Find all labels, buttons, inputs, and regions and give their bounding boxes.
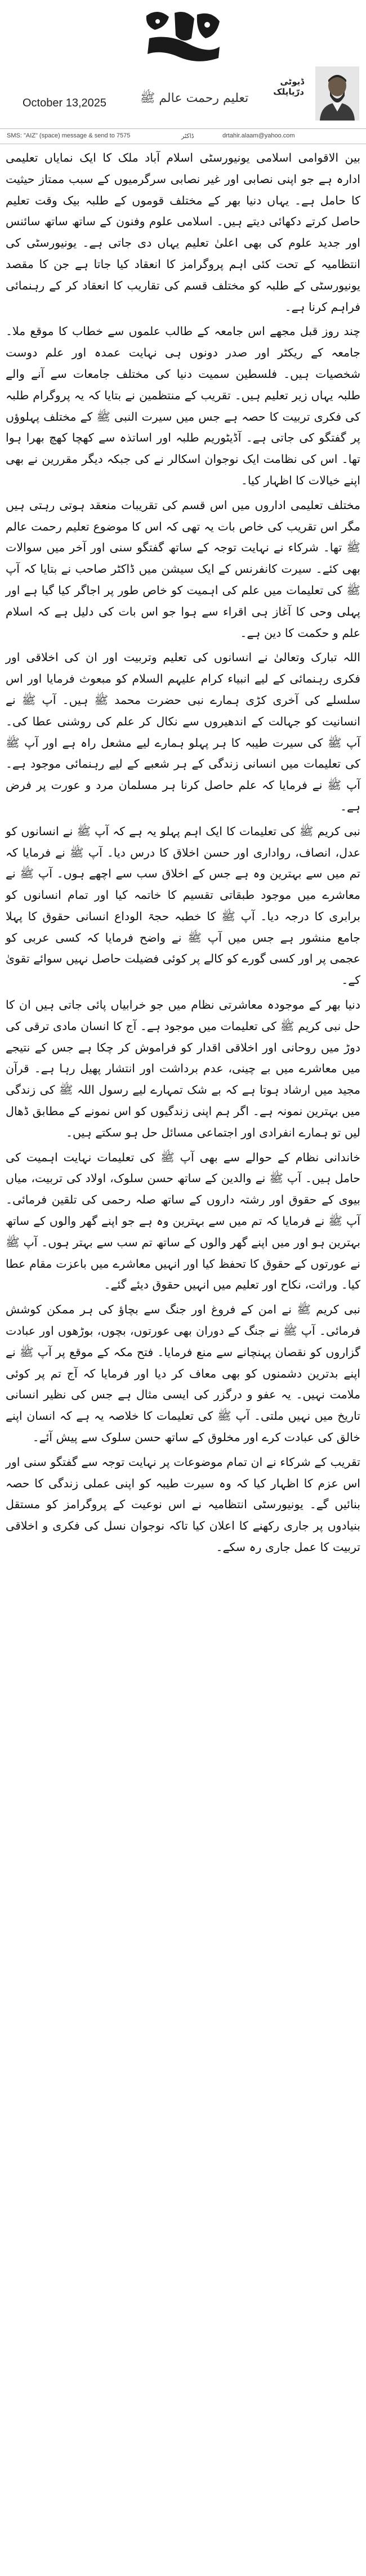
contact-strip bbox=[0, 128, 366, 144]
paragraph: نبی کریم ﷺ کی تعلیمات کا ایک اہم پہلو یہ ہے کہ آپ ﷺ نے انسانوں کو عدل، انصاف، رواداری اور حسن اخلاق کا درس دیا۔ آپ ﷺ نے فرمایا کہ تم میں سے بہترین وہ ہے جس کے اخلاق سب سے اچھے ہوں۔ آپ ﷺ نے معاشرے میں موجود طبقاتی تقسیم کا خاتمہ کیا اور تمام انسانوں کو برابری کا درجہ دیا۔ آپ ﷺ کا خطبہ حجۃ الوداع انسانی حقوق کا پہلا جامع منشور ہے جس میں آپ ﷺ نے واضح فرمایا کہ کسی عربی کو عجمی پر اور کسی گورے کو کالے پر کوئی فضیلت حاصل نہیں سوائے تقویٰ کے۔ bbox=[6, 824, 360, 987]
author-email-link[interactable]: drtahir.alaam@yahoo.com bbox=[222, 132, 295, 139]
brand-line-1: ڈیوٹی bbox=[280, 77, 304, 87]
paragraph: خاندانی نظام کے حوالے سے بھی آپ ﷺ کی تعلیمات نہایت اہمیت کی حامل ہیں۔ آپ ﷺ نے والدین کے ساتھ حسن سلوک، اولاد کی تربیت، میاں بیوی کے حقوق اور رشتہ داروں کے ساتھ صلہ رحمی کی تلقین فرمائی۔ آپ ﷺ نے فرمایا کہ تم میں سے بہترین وہ ہے جو اپنے گھر والوں کے ساتھ بہترین ہو اور میں اپنے گھر والوں کے ساتھ تم سب سے بہتر ہوں۔ آپ ﷺ نے عورتوں کے حقوق کا تحفظ کیا اور انہیں معاشرے میں باعزت مقام عطا کیا۔ وراثت، نکاح اور تعلیم میں انہیں حقوق دیئے گئے۔ bbox=[6, 1150, 360, 1292]
paragraph: نبی کریم ﷺ نے امن کے فروغ اور جنگ سے بچاؤ کی ہر ممکن کوشش فرمائی۔ آپ ﷺ نے جنگ کے دوران بھی عورتوں، بچوں، بوڑھوں اور عبادت گزاروں کو نقصان پہنچانے سے منع فرمایا۔ فتح مکہ کے موقع پر آپ ﷺ نے اپنے بدترین دشمنوں کو بھی معاف کر دیا اور فرمایا کہ آج تم پر کوئی ملامت نہیں۔ یہ عفو و درگزر کی ایسی مثال ہے جس کی نظیر انسانی تاریخ میں نہیں ملتی۔ آپ ﷺ کی تعلیمات کا خلاصہ یہ ہے کہ انسان اپنے خالق کی عبادت کرے اور مخلوق کے ساتھ حسن سلوک سے پیش آئے۔ bbox=[6, 1303, 360, 1445]
newspaper-logo bbox=[135, 5, 231, 71]
paragraph: چند روز قبل مجھے اس جامعہ کے طالب علموں سے خطاب کا موقع ملا۔ جامعہ کے ریکٹر اور صدر دونوں ہی نہایت عمدہ اور علم دوست شخصیات ہیں۔ فلسطین سمیت دنیا کی مختلف جامعات سے آنے والے طلبہ یہاں زیر تعلیم ہیں۔ تقریب کے منتظمین نے بتایا کہ یہ پروگرام طلبہ کی فکری تربیت کا حصہ ہے جس میں سیرت النبی ﷺ کے مختلف پہلوؤں پر گفتگو کی جاتی ہے۔ آڈیٹوریم طلبہ اور اساتذہ سے کھچا کھچ بھرا ہوا تھا۔ اس کی نظامت ایک نوجوان اسکالر نے کی جبکہ دیگر مقررین نے بھی اپنے خیالات کا اظہار کیا۔ bbox=[6, 324, 360, 487]
author-avatar bbox=[315, 66, 359, 121]
newspaper-logo-icon bbox=[135, 5, 231, 71]
brand-line-2: درّیاپلک bbox=[273, 87, 304, 97]
author-name: ڈاکٹر bbox=[181, 133, 194, 140]
paragraph: مختلف تعلیمی اداروں میں اس قسم کی تقریبات منعقد ہوتی رہتی ہیں مگر اس تقریب کی خاص بات یہ تھی کہ اس کا موضوع تعلیم رحمت عالم ﷺ تھا۔ شرکاء نے نہایت توجہ کے ساتھ گفتگو سنی اور آخر میں سوالات بھی کئے۔ سیرت کانفرنس کے ایک سیشن میں ڈاکٹر صاحب نے بتایا کہ آپ ﷺ کی تعلیمات میں علم کی اہمیت کو خاص طور پر اجاگر کیا گیا ہے اور پہلی وحی کا آغاز ہی اقراء سے ہوا جو اس بات کی دلیل ہے کہ اسلام علم و حکمت کا دین ہے۔ bbox=[6, 498, 360, 640]
publication-date: October 13,2025 bbox=[23, 97, 106, 109]
paragraph: اللہ تبارک وتعالیٰ نے انسانوں کی تعلیم وتربیت اور ان کی اخلاقی اور فکری رہنمائی کے لیے انبیاء کرام علیہم السلام کو مبعوث فرمایا اور اس سلسلے کی آخری کڑی ہمارے نبی حضرت محمد ﷺ ہیں۔ آپ ﷺ نے انسانیت کو جہالت کے اندھیروں سے نکال کر علم کی روشنی عطا کی۔ آپ ﷺ کی سیرت طیبہ کا ہر پہلو ہمارے لیے مشعل راہ ہے اور آپ ﷺ کی تعلیمات میں انسانی زندگی کے ہر شعبے کے لیے رہنمائی موجود ہے۔ آپ ﷺ نے فرمایا کہ علم حاصل کرنا ہر مسلمان مرد و عورت پر فرض ہے۔ bbox=[6, 650, 360, 813]
column-body bbox=[6, 148, 360, 1562]
paragraph: تقریب کے شرکاء نے ان تمام موضوعات پر نہایت توجہ سے گفتگو سنی اور اس عزم کا اظہار کیا کہ وہ سیرت طیبہ کو اپنی عملی زندگی کا حصہ بنائیں گے۔ یونیورسٹی انتظامیہ نے اس نوعیت کے پروگرامز کو مستقل بنیادوں پر جاری رکھنے کا اعلان کیا تاکہ نوجوان نسل کی فکری و اخلاقی تربیت کا عمل جاری رہ سکے۔ bbox=[6, 1455, 360, 1554]
sms-instructions: SMS: "AIZ" (space) message & send to 7575 bbox=[7, 132, 131, 139]
paragraph: دنیا بھر کے موجودہ معاشرتی نظام میں جو خرابیاں پائی جاتی ہیں ان کا حل نبی کریم ﷺ کی تعلیمات میں موجود ہے۔ آج کا انسان مادی ترقی کی دوڑ میں روحانی اور اخلاقی اقدار کو فراموش کر چکا ہے جس کے نتیجے میں معاشرے میں بے چینی، عدم برداشت اور انتشار پھیل رہا ہے۔ قرآن مجید میں ارشاد ہوتا ہے کہ بے شک تمہارے لیے رسول اللہ ﷺ کی زندگی میں بہترین نمونہ ہے۔ اگر ہم اپنی زندگیوں کو اس نمونے کے مطابق ڈھال لیں تو ہمارے انفرادی اور اجتماعی مسائل حل ہو سکتے ہیں۔ bbox=[6, 998, 360, 1139]
column-brand bbox=[251, 77, 304, 97]
column-title: تعلیم رحمت عالم ﷺ bbox=[140, 91, 249, 105]
paragraph: بین الاقوامی اسلامی یونیورسٹی اسلام آباد ملک کا ایک نمایاں تعلیمی ادارہ ہے جو اپنی نصابی اور غیر نصابی سرگرمیوں کے سبب ممتاز حیثیت کا حامل ہے۔ یہاں دنیا بھر کے مختلف قوموں کے طلبہ بیک وقت تعلیم حاصل کرتے دکھائی دیتے ہیں۔ اسلامی علوم وفنون کے ساتھ ساتھ سائنس اور جدید علوم کی بھی اعلیٰ تعلیم یہاں دی جاتی ہے۔ یونیورسٹی کی انتظامیہ کے تحت کئی اہم پروگرامز کا انعقاد کیا جاتا ہے جن کا مقصد یونیورسٹی کے طلبہ کو مختلف قسم کی تقاریب کا انعقاد کر کے رہنمائی فراہم کرنا ہے۔ bbox=[6, 151, 360, 314]
author-portrait-icon bbox=[315, 66, 359, 121]
